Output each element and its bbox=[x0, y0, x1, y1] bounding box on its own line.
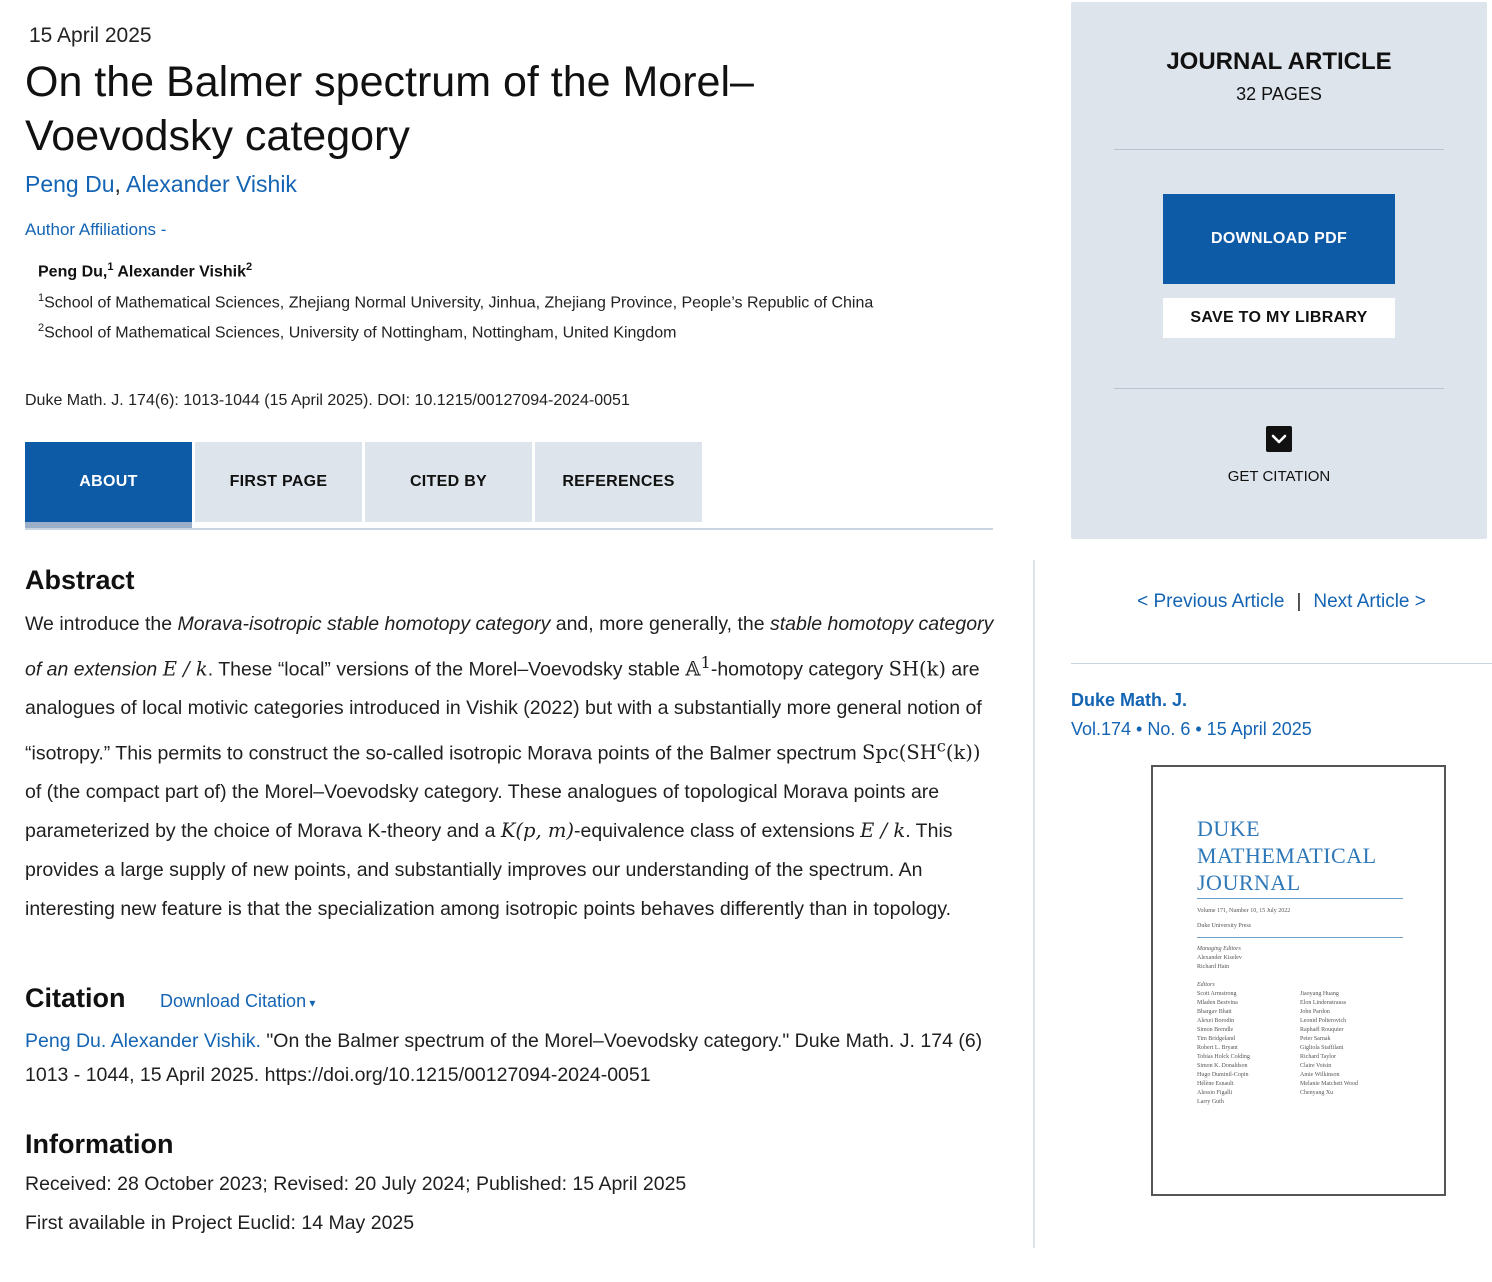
chevron-down-icon[interactable] bbox=[1266, 426, 1292, 452]
previous-article-link[interactable]: < Previous Article bbox=[1137, 591, 1285, 612]
journal-name-link[interactable]: Duke Math. J. bbox=[1071, 690, 1188, 710]
affiliation-line bbox=[38, 322, 676, 342]
cover-editor-name: Simon Brendle bbox=[1197, 1027, 1234, 1033]
tab-references[interactable]: REFERENCES bbox=[535, 442, 702, 522]
get-citation-button[interactable]: GET CITATION bbox=[1227, 468, 1331, 485]
cover-editor-name: Jiaoyang Huang bbox=[1300, 991, 1339, 997]
article-dates: Received: 28 October 2023; Revised: 20 July 2024; Published: 15 April 2025 bbox=[25, 1173, 687, 1195]
affiliation-marker: 1 bbox=[38, 292, 45, 304]
article-title: On the Balmer spectrum of the Morel–Voevodsky category bbox=[25, 58, 754, 160]
affiliation-line bbox=[38, 292, 873, 312]
cover-editor-name: Scott Armstrong bbox=[1197, 991, 1237, 997]
cover-editor-name: Hugo Duminil-Copin bbox=[1197, 1072, 1249, 1078]
cover-editor-name: Robert L. Bryant bbox=[1197, 1045, 1238, 1051]
author-affiliations-toggle[interactable]: Author Affiliations - bbox=[25, 220, 167, 239]
tab-cited-by[interactable]: CITED BY bbox=[365, 442, 532, 522]
math-expression: E / k bbox=[860, 818, 906, 842]
affiliation-author-names bbox=[38, 261, 252, 281]
author-list bbox=[25, 171, 297, 198]
affiliation-name-du: Peng Du, bbox=[38, 263, 108, 281]
page-count: 32 PAGES bbox=[1236, 84, 1322, 104]
nav-separator: | bbox=[1296, 591, 1302, 612]
cover-editor-name: Larry Guth bbox=[1197, 1099, 1224, 1105]
journal-cover-image[interactable] bbox=[1151, 765, 1446, 1196]
cover-editor-name: Simon K. Donaldson bbox=[1197, 1063, 1248, 1069]
emphasis: stable homotopy category of an extension bbox=[25, 613, 994, 681]
cover-editor-name: Tobias Holck Colding bbox=[1197, 1054, 1250, 1060]
abstract-text: We introduce the Morava-isotropic stable homotopy category and, more generally, the stable homotopy category of an extension E / k. These “local” versions of the Morel–Voevodsky stable 𝔸$^1$-homotopy category SH(k) are analogues of local motivic categories introduced in Vishik (2022) but with a substantially more general notion of “isotropy.” This permits to construct the so-called isotropic Morava points of the Balmer spectrum $Spc(SH^c(k))$ of (the compact part of) the Morel–Voevodsky category. These analogues of topological Morava points are parameterized by the choice of Morava K-theory and a K(p, m)-equivalence class of extensions E / k. This provides a large supply of new points, and substantially improves our understanding of the spectrum. An interesting new feature is that the specialization among isotropic points behaves differently than in topology. bbox=[25, 613, 994, 920]
math-expression: E / k bbox=[162, 657, 208, 681]
cover-editor-name: Claire Voisin bbox=[1300, 1063, 1332, 1069]
affiliation-marker: 1 bbox=[107, 261, 114, 273]
cover-volume: Volume 171, Number 10, 15 July 2022 bbox=[1197, 908, 1291, 914]
cover-editor-name: Gigliola Staffilani bbox=[1300, 1045, 1344, 1051]
cover-rule bbox=[1197, 937, 1403, 938]
information-heading: Information bbox=[25, 1129, 174, 1159]
next-article-link[interactable]: Next Article > bbox=[1313, 591, 1426, 612]
publication-date: 15 April 2025 bbox=[29, 24, 152, 47]
cover-editors-right bbox=[1300, 990, 1358, 1098]
author-link-du[interactable]: Peng Du bbox=[25, 171, 115, 197]
citation-heading: Citation bbox=[25, 983, 126, 1013]
first-available-date: First available in Project Euclid: 14 May 2025 bbox=[25, 1212, 415, 1234]
emphasis: Morava-isotropic stable homotopy category bbox=[177, 613, 551, 635]
author-link-vishik[interactable]: Alexander Vishik bbox=[126, 171, 297, 197]
cover-editors-label: Editors bbox=[1197, 982, 1215, 988]
column-divider bbox=[1033, 560, 1035, 1248]
cover-editor-name: Peter Sarnak bbox=[1300, 1036, 1331, 1042]
save-to-library-button[interactable]: SAVE TO MY LIBRARY bbox=[1163, 298, 1395, 338]
divider bbox=[1114, 388, 1444, 389]
tab-about[interactable]: ABOUT bbox=[25, 442, 192, 528]
cover-rule bbox=[1197, 898, 1403, 899]
journal-reference: Duke Math. J. 174(6): 1013-1044 (15 April 2025). DOI: 10.1215/00127094-2024-0051 bbox=[25, 392, 630, 409]
cover-editor-name: Alessio Figalli bbox=[1197, 1090, 1233, 1096]
cover-editor-name: Chenyang Xu bbox=[1300, 1090, 1334, 1096]
journal-issue-link[interactable]: Vol.174 • No. 6 • 15 April 2025 bbox=[1071, 719, 1312, 739]
math-expression: SH(k) bbox=[888, 657, 947, 681]
cover-publisher: Duke University Press bbox=[1197, 923, 1251, 929]
cover-editor-name: Hélène Esnault bbox=[1197, 1081, 1234, 1087]
affiliation-name-vishik: Alexander Vishik bbox=[113, 263, 246, 281]
download-citation-dropdown[interactable]: Download Citation ▾ bbox=[160, 991, 316, 1011]
divider bbox=[1071, 663, 1492, 664]
citation-text: Peng Du. Alexander Vishik. "On the Balmer spectrum of the Morel–Voevodsky category." Duke Math. J. 174 (6) 1013 - 1044, 15 April 2025. https://doi.org/10.1215/00127094-2024-0051 bbox=[25, 1030, 983, 1086]
math-expression: K(p, m) bbox=[500, 818, 574, 842]
cover-managing-editors: Managing Editors Alexander Kiselev Richard Hain bbox=[1197, 946, 1242, 970]
cover-editor-name: Richard Taylor bbox=[1300, 1054, 1336, 1060]
cover-editor-name: Bhargav Bhatt bbox=[1197, 1009, 1232, 1015]
cover-editor-name: Elon Lindenstrauss bbox=[1300, 1000, 1347, 1006]
math-expression: $Spc(SH^c(k))$ bbox=[862, 736, 981, 765]
cover-editor-name: Alexei Borodin bbox=[1197, 1018, 1235, 1024]
cover-editors-left bbox=[1197, 990, 1250, 1107]
affiliation-text: School of Mathematical Sciences, University of Nottingham, Nottingham, United Kingdom bbox=[44, 324, 677, 342]
affiliation-text: School of Mathematical Sciences, Zhejiang Normal University, Jinhua, Zhejiang Province, People’s Republic of China bbox=[44, 294, 874, 312]
affiliation-marker: 2 bbox=[245, 261, 253, 273]
author-separator: , bbox=[114, 171, 127, 197]
article-navigation bbox=[1071, 591, 1492, 613]
divider bbox=[1114, 149, 1444, 150]
cover-editor-name: Mladen Bestvina bbox=[1197, 1000, 1238, 1006]
cover-editor-name: Amie Wilkinson bbox=[1300, 1072, 1340, 1078]
cover-editor-name: Melanie Matchett Wood bbox=[1300, 1081, 1359, 1087]
download-pdf-button[interactable]: DOWNLOAD PDF bbox=[1163, 194, 1395, 284]
abstract-heading: Abstract bbox=[25, 565, 135, 595]
article-actions-panel bbox=[1071, 2, 1487, 539]
affiliation-marker: 2 bbox=[38, 322, 45, 334]
article-type: JOURNAL ARTICLE bbox=[1166, 48, 1392, 75]
tab-first-page[interactable]: FIRST PAGE bbox=[195, 442, 362, 522]
math-expression: 𝔸 bbox=[685, 657, 701, 681]
cover-title: DUKE MATHEMATICAL JOURNAL bbox=[1197, 816, 1377, 895]
citation-authors-link[interactable]: Peng Du. Alexander Vishik. bbox=[25, 1030, 261, 1052]
cover-editor-name: Raphaël Rouquier bbox=[1300, 1027, 1344, 1033]
cover-editor-name: Tim Bridgeland bbox=[1197, 1036, 1235, 1042]
cover-editor-name: John Pardon bbox=[1300, 1009, 1330, 1015]
article-tabs bbox=[25, 442, 993, 530]
cover-editor-name: Leonid Polterovich bbox=[1300, 1018, 1347, 1024]
caret-down-icon: ▾ bbox=[306, 996, 316, 1010]
